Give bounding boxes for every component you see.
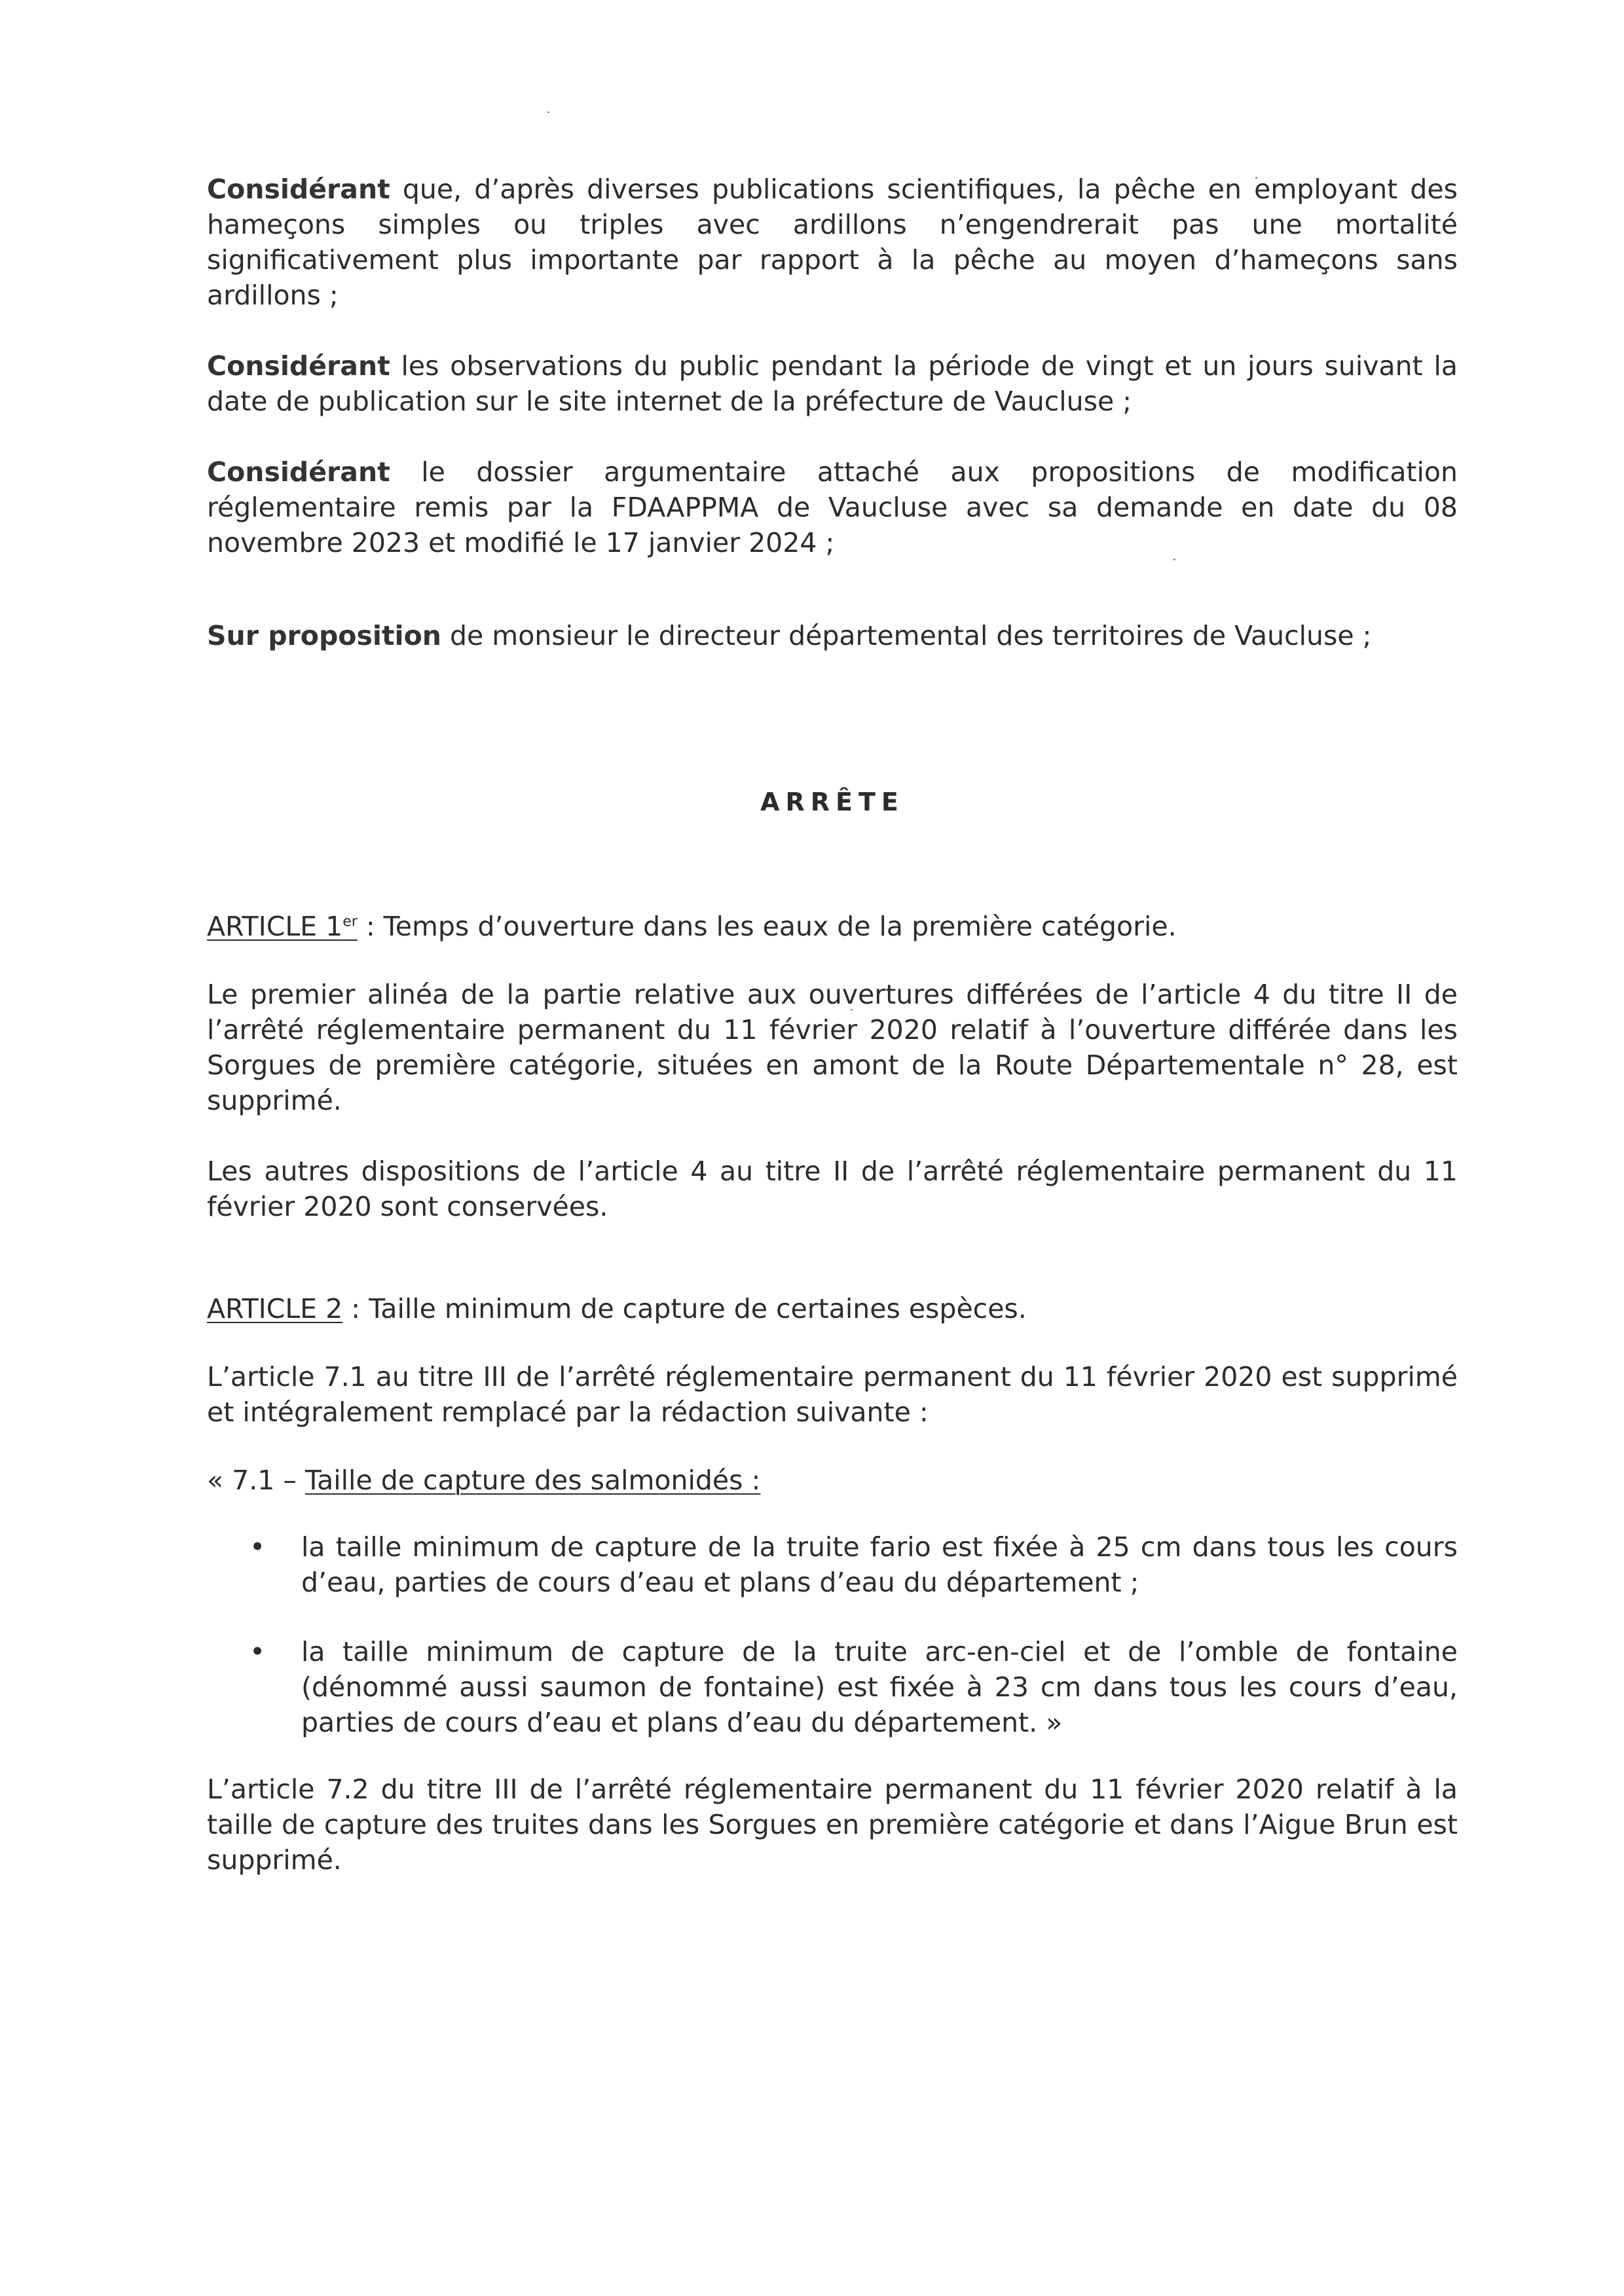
proposition-lead: Sur proposition — [207, 620, 441, 651]
considerant-text: le dossier argumentaire attaché aux propositions de modification réglementaire remis par la FDAAPPMA de Vaucluse avec sa demande en date du 08 novembre 2023 et modifié le 17 janvier 2024 ; — [207, 456, 1458, 558]
article-2-intro: L’article 7.1 au titre III de l’arrêté réglementaire permanent du 11 février 2020 est supprimé et intégralement remplacé par la rédaction suivante : — [207, 1361, 1458, 1428]
considerant-text: les observations du public pendant la période de vingt et un jours suivant la date de publication sur le site internet de la préfecture de Vaucluse ; — [207, 350, 1458, 417]
subsection-title: Taille de capture des salmonidés : — [304, 1465, 761, 1496]
considerant-paragraph — [207, 348, 1458, 419]
article-1-heading-text: : Temps d’ouverture dans les eaux de la première catégorie. — [357, 911, 1177, 942]
list-item-text: la taille minimum de capture de la truite fario est fixée à 25 cm dans tous les cours d’eau, parties de cours d’eau et plans d’eau du département ; — [301, 1531, 1458, 1598]
quote-prefix: « 7.1 – — [207, 1465, 305, 1496]
considerant-lead: Considérant — [207, 456, 390, 488]
article-2-closing: L’article 7.2 du titre III de l’arrêté réglementaire permanent du 11 février 2020 relatif à la taille de capture des truites dans les Sorgues en première catégorie et dans l’Aigue Brun est supprimé. — [207, 1774, 1458, 1876]
bullet-icon: • — [249, 1531, 266, 1563]
decree-title: ARRÊTE — [760, 788, 904, 816]
proposition-paragraph — [207, 618, 1458, 653]
list-item — [207, 1529, 1458, 1600]
article-1-label — [207, 911, 358, 942]
list-item — [207, 1634, 1458, 1740]
considerant-lead: Considérant — [207, 350, 390, 382]
bullet-icon: • — [249, 1636, 266, 1667]
salmonid-size-list — [207, 1529, 1458, 1740]
article-2-label: ARTICLE 2 — [207, 1293, 343, 1324]
article-1-paragraph: Le premier alinéa de la partie relative aux ouvertures différées de l’article 4 du titre II de l’arrêté réglementaire permanent du 11 février 2020 relatif à l’ouverture différée dans les Sorgues de première catégorie, situées en amont de la Route Départementale n° 28, est supprimé. — [207, 979, 1458, 1116]
article-1-superscript: er — [342, 913, 358, 930]
article-1-heading — [207, 909, 1458, 944]
article-2-subsection-heading — [207, 1463, 1458, 1498]
article-2-heading-text: : Taille minimum de capture de certaines espèces. — [342, 1293, 1027, 1324]
list-item-text: la taille minimum de capture de la truite arc-en-ciel et de l’omble de fontaine (dénommé aussi saumon de fontaine) est fixée à 23 cm dans tous les cours d’eau, parties de cours d’eau et plans d’eau du département. » — [301, 1636, 1458, 1738]
scan-speck — [547, 111, 549, 113]
article-1-paragraph: Les autres dispositions de l’article 4 au titre II de l’arrêté réglementaire permanent du 11 février 2020 sont conservées. — [207, 1156, 1458, 1222]
article-2-heading — [207, 1291, 1458, 1326]
considerant-paragraph — [207, 172, 1458, 313]
considerant-text: que, d’après diverses publications scientifiques, la pêche en employant des hameçons simples ou triples avec ardillons n’engendrerait pas une mortalité significativement plus importante par rapport à la pêche au moyen d’hameçons sans ardillons ; — [207, 173, 1458, 311]
article-1-label-text: ARTICLE 1 — [207, 911, 343, 942]
considerant-lead: Considérant — [207, 173, 390, 205]
considerant-paragraph — [207, 454, 1458, 560]
document-body — [207, 172, 1458, 1878]
proposition-text: de monsieur le directeur départemental des territoires de Vaucluse ; — [441, 620, 1372, 651]
